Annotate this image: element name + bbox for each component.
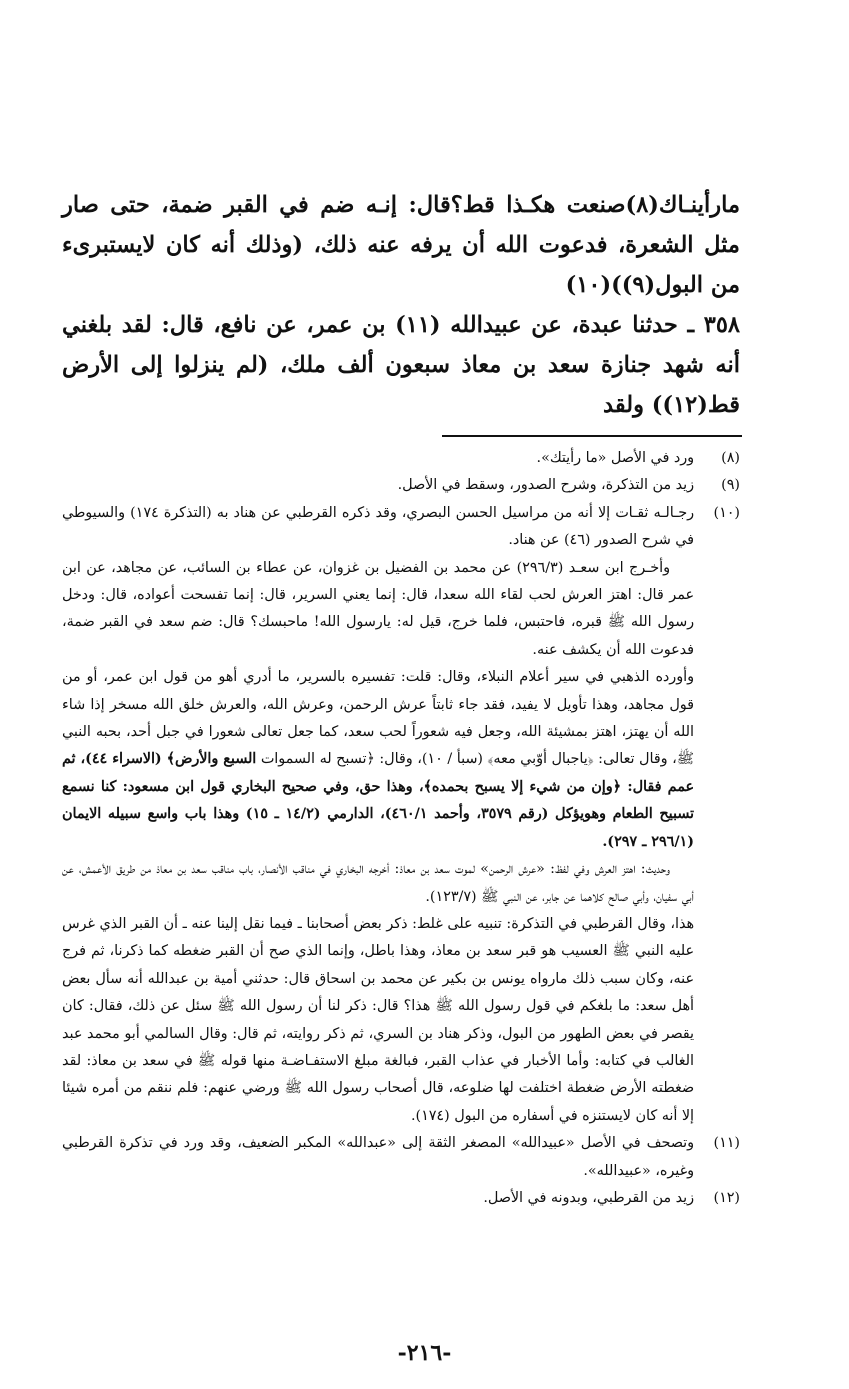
footnotes [62,445,740,1212]
footnote-9 [62,472,740,499]
footnote-text: زيد من القرطبي، وبدونه في الأصل. [483,1189,694,1206]
separator-line [442,435,742,437]
footnote-number: (١٢) [713,1189,740,1206]
footnote-number: (١٠) [713,504,740,521]
footnote-10-paragraph-5: هذا، وقال القرطبي في التذكرة: تنبيه على غلط: ذكر بعض أصحابنا ـ فيما نقل إلينا عنه ـ أن القبر الذي غرس عليه النبي ﷺ العسيب هو قبر سعد بن معاذ، وهذا باطل، وإنما الذي صح أن القبر ضغطه كما ذكرنا، ثم فرج عنه، وكان سبب ذلك مارواه يونس بن بكير عن محمد بن اسحاق قال: حدثني أمية بن عبدالله أنه سأل بعض أهل سعد: ما بلغكم في قول رسول الله ﷺ هذا؟ قال: ذكر لنا أن رسول الله ﷺ سئل عن ذلك، فقال: كان يقصر في بعض الطهور من البول، وذكر هناد بن السري، ثم ذكر روايته، ثم قال: وقال السالمي أبو محمد عبد الغالب في كتابه: وأما الأخبار في عذاب القبر، فبالغة مبلغ الاستفـاضـة منها قوله ﷺ في سعد بن معاذ: لقد ضغطته الأرض ضغطة اختلفت لها ضلوعه، قال أصحاب رسول الله ﷺ ورضي عنهم: فلم ننقم من أمره شيئا إلا أنه كان لايستنزه في أسفاره من البول (١٧٤). [62,915,694,1124]
footnote-10-paragraph-3-normal: وأورده الذهبي في سير أعلام النبلاء، وقال: قلت: تفسيره بالسرير، ما أدري أهو من قول ابن عمر، أو من قول مجاهد، وهذا تأويل لا يفيد، فقد جاء ثابتاً عرش الرحمن، وعرش الله، والعرش خلق الله مسخر إذا شاء الله أن يهتز، اهتز بمشيئة الله، وجعل فيه شعوراً لحب سعد، كما جعل تعالى شعورا في جبل أحد، بحبه النبي ﷺ، وقال تعالى: ﴿ياجبال أوّبي معه﴾ (سبأ / ١٠)، وقال: ﴿تسبح له السموات [62,669,694,768]
footnote-number: (٩) [721,477,740,494]
footnote-10-paragraph-3-bold: السبع والأرض﴾ (الاسراء ٤٤)، ثم عمم فقال: ﴿وإن من شيء إلا يسبح بحمده﴾، وهذا حق، وفي صحيح البخاري قول ابن مسعود: كنا نسمع تسبيح الطعام وهويؤكل (رقم ٣٥٧٩، وأحمد ٤٦٠/١)، الدارمي (١٤/٢ ـ ١٥) وهذا باب واسع سبيله الايمان (٢٩٦/١ ـ ٢٩٧). [62,751,694,850]
footnote-10-paragraph-4: وحديث: اهتز العرش وفي لفظ: «عرش الرحمن» لموت سعد بن معاذ: أخرجه البخاري في مناقب الأنصار، باب مناقب سعد بن معاذ من طريق الأعمش، عن أبي سفيان، وأبي صالح كلاهما عن جابر، عن النبي ﷺ (١٢٣/٧). [62,861,694,905]
footnote-text: رجـالـه ثقـات إلا أنه من مراسيل الحسن البصري، وقد ذكره القرطبي عن هناد به (التذكرة ١٧٤) والسيوطي في شرح الصدور (٤٦) عن هناد. [62,504,694,549]
footnote-text: وتصحف في الأصل «عبيدالله» المصغر الثقة إلى «عبدالله» المكبر الضعيف، وقد ورد في تذكرة القرطبي وغيره، «عبيدالله». [62,1135,694,1179]
footnote-text: زيد من التذكرة، وشرح الصدور، وسقط في الأصل. [397,477,694,494]
main-paragraph-1: مارأينـاك(٨)صنعت هكـذا قط؟قال: إنـه ضم في القبر ضمة، حتى صار مثل الشعرة، فدعوت الله أن يرفه عنه ذلك، (وذلك أنه كان لايستبرىء من البول(٩))(١٠) [62,192,740,298]
main-text [62,185,740,425]
footnote-10-paragraph-3 [62,664,694,856]
main-paragraph-2: ٣٥٨ ـ حدثنا عبدة، عن عبيدالله (١١) بن عمر، عن نافع، قال: لقد بلغني أنه شهد جنازة سعد بن معاذ سبعون ألف ملك، (لم ينزلوا إلى الأرض قط(١٢)) ولقد [62,312,740,418]
footnote-11 [62,1130,740,1185]
page-number: -٢١٦- [397,1340,452,1366]
footnote-number: (٨) [721,450,740,466]
page-body [62,185,740,1212]
footnote-8 [62,445,740,472]
footnote-10-paragraph-2: وأخـرج ابن سعـد (٢٩٦/٣) عن محمد بن الفضيل بن غزوان، عن عطاء بن السائب، عن مجاهد، عن ابن عمر قال: اهتز العرش لحب لقاء الله سعدا، قال: إنما يعني السرير، قال: إنما تفسحت أعواده، قال: ودخل رسول الله ﷺ قبره، فاحتبس، فلما خرج، قيل له: يارسول الله! ماحبسك؟ قال: ضم سعد في القبر ضمة، فدعوت الله أن يكشف عنه. [62,559,694,658]
footnote-number: (١١) [713,1135,740,1152]
footnote-text: ورد في الأصل «ما رأيتك». [536,450,694,466]
footnote-10 [62,500,740,555]
footnote-12 [62,1185,740,1212]
footnote-separator [62,435,740,437]
